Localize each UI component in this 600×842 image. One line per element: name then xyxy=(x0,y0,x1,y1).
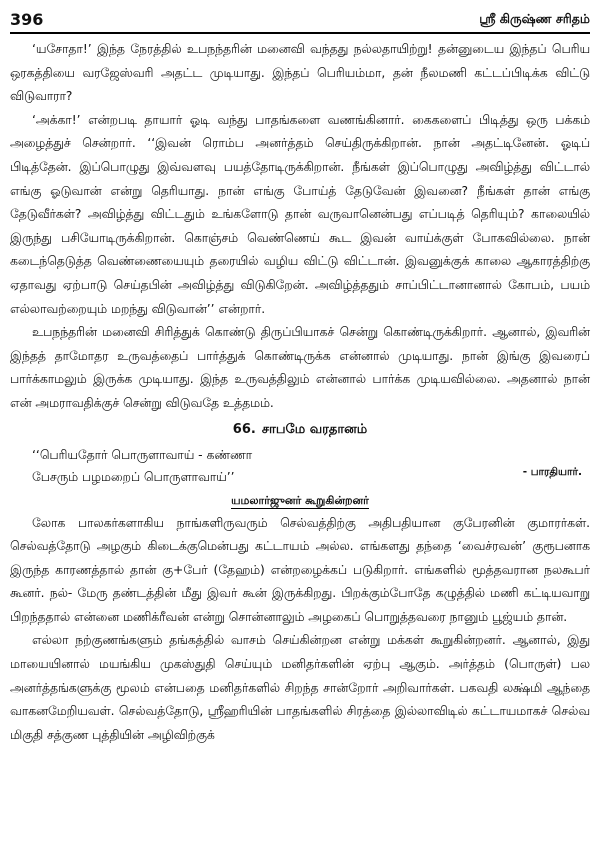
paragraph-2: ‘அக்கா!’ என்றபடி தாயார் ஓடி வந்து பாதங்களை வணங்கினார். கைகளைப் பிடித்து ஒரு பக்கம் அழைத்துச் சென்றார். ‘‘இவன் ரொம்ப அனர்த்தம் செய்திருக்கிறான். நான் அதட்டினேன். ஓடிப் பிடித்தேன். இப்பொழுது இவ்வளவு பயத்தோடிருக்கிறான். நீங்கள் இப்பொழுது அவிழ்த்து விட்டால் எங்கு ஓடுவான் என்று தெரியாது. நான் எங்கு போய்த் தேடுவேன் இவனை? நீங்கள் தான் எங்கு தேடுவீர்கள்? அவிழ்த்து விட்டதும் உங்களோடு தான் வருவானென்பது எப்படித் தெரியும்? காலையில் இருந்து பசியோடிருக்கிறான். கொஞ்சம் வெண்ணெய் கூட இவன் வாய்க்குள் போகவில்லை. நான் கடைந்தெடுத்த வெண்ணையையும் தரையில் வழிய விட்டு விட்டான். இவனுக்குக் காலை ஆகாரத்திற்கு ஏதாவது ஏற்பாடு செய்தபின் அவிழ்த்து விடுகிறேன். அவிழ்த்ததும் சாப்பிட்டானானால் கோபம், பயம் எல்லாவற்றையும் மறந்து விடுவான்’’ என்றார். xyxy=(10,112,590,316)
section-heading xyxy=(10,490,590,512)
chapter-name: சாபமே வரதானம் xyxy=(261,421,368,437)
section-heading-text: யமலார்ஜுனர் கூறுகின்றனர் xyxy=(231,493,369,507)
page-number: 396 xyxy=(10,9,44,29)
paragraph-3: உபநந்தரின் மனைவி சிரித்துக் கொண்டு திருப்பியாகச் சென்று கொண்டிருக்கிறார். ஆனால், இவரின் இந்தத் தாமோதர உருவத்தைப் பார்த்துக் கொண்டிருக்க என்னால் முடியாது. நான் இங்கு இவரைப் பார்க்காமலும் இருக்க முடியாது. இந்த உருவத்திலும் என்னால் பார்க்க முடியவில்லை. அதனால் நான் என் அமராவதிக்குச் சென்று விடுவதே உத்தமம். xyxy=(10,325,590,410)
paragraph-1: ‘யசோதா!’ இந்த நேரத்தில் உபநந்தரின் மனைவி வந்தது நல்லதாயிற்று! தன்னுடைய இந்தப் பெரிய ஒரகத்தியை வரஜேஸ்வரி அதட்ட முடியாது. இந்தப் பெரியம்மா, தன் நீலமணி கட்டப்பிடிக்க விட்டு விடுவாரா? xyxy=(10,42,590,104)
epigraph-line-1: ‘‘பெரியதோர் பொருளாவாய் - கண்ணா xyxy=(32,447,253,462)
epigraph-line-2: பேசரும் பழமறைப் பொருளாவாய்’’ xyxy=(32,469,235,484)
chapter-title xyxy=(10,416,590,444)
body-text xyxy=(10,38,590,747)
chapter-number: 66. xyxy=(232,421,256,437)
paragraph-5: எல்லா நற்குணங்களும் தங்கத்தில் வாசம் செய்கின்றன என்று மக்கள் கூறுகின்றனர். ஆனால், இது மாயையினால் மயங்கிய முகஸ்துதி செய்யும் மனிதர்களின் ஏற்பு ஆகும். அர்த்தம் (பொருள்) பல அனர்த்தங்களுக்கு மூலம் என்பதை மனிதர்களில் சிறந்த சான்றோர் அறிவார்கள். பகவதி லக்ஷ்மி ஆந்தை வாகனமேறியவள். செல்வத்தோடு, ஸ்ரீஹரியின் பாதங்களில் சிரத்தை இல்லாவிடில் கட்டாயமாகச் செல்வ மிகுதி சத்குண புத்தியின் அழிவிற்குக் xyxy=(10,633,590,742)
paragraph-4: லோக பாலகர்களாகிய நாங்களிருவரும் செல்வத்திற்கு அதிபதியான குபேரனின் குமாரர்கள். செல்வத்தோடு அழகும் கிடைக்குமென்பது கட்டாயம் அல்ல. எங்களது தந்தை ‘வைச்ரவன்’ குரூபனாக இருந்த காரணத்தால் தான் கு+பேர் (தேஹம்) என்றழைக்கப் படுகிறார். எங்களில் மூத்தவரான நலகூபர் கூனர். நல்- மேரு தண்டத்தின் மீது இவர் கூன் இருக்கிறது. பிறக்கும்போதே கழுத்தில் மணி கட்டியவாறு பிறந்ததால் என்னை மணிக்ரீவன் என்று சொன்னாலும் அழகைப் பொறுத்தவரை நானும் பூஜ்யம் தான். xyxy=(10,515,590,624)
epigraph xyxy=(10,444,590,488)
page-header xyxy=(10,6,590,34)
running-title: ஸ்ரீ கிருஷ்ண சரிதம் xyxy=(479,10,590,26)
epigraph-author: - பாரதியார். xyxy=(522,465,582,478)
